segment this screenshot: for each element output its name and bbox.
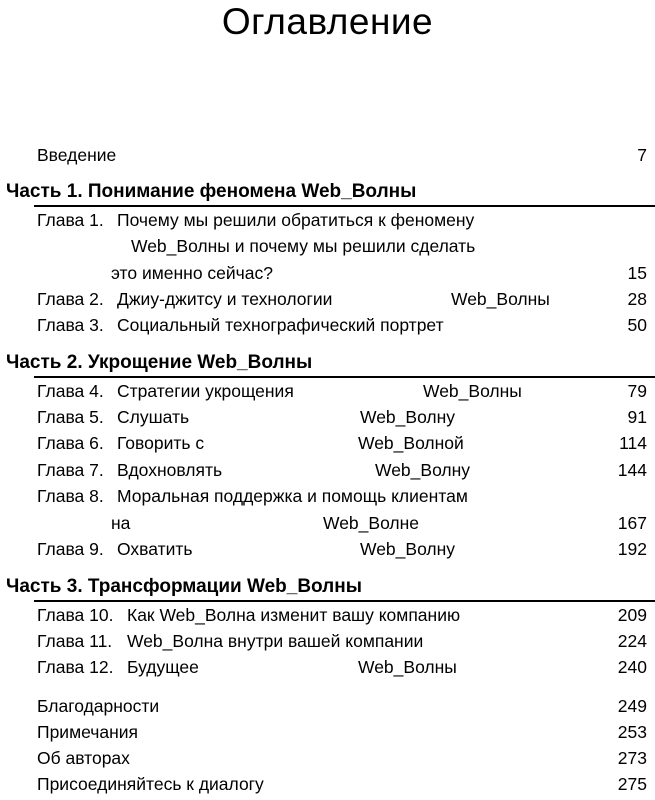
part-underline: [34, 376, 655, 378]
chapter-title: Web_Волна внутри вашей компании: [127, 631, 424, 651]
toc-entry-label: Введение: [37, 145, 117, 165]
chapter-term: Web_Волну: [360, 407, 456, 427]
chapter-label: Глава 4.: [37, 381, 104, 401]
page-title: Оглавление: [221, 1, 434, 42]
chapter-title: Вдохновлять: [117, 460, 223, 480]
chapter-term: Web_Волны: [358, 657, 457, 677]
chapter-label: Глава 10.: [37, 605, 114, 625]
toc-page-number: 192: [617, 539, 647, 559]
chapter-term: Web_Волны: [451, 289, 550, 309]
toc-page-number: 209: [617, 605, 647, 625]
chapter-label: Глава 12.: [37, 657, 114, 677]
chapter-title-line: на: [111, 513, 131, 533]
toc-page-number: 224: [617, 631, 647, 651]
chapter-label: Глава 7.: [37, 460, 104, 480]
chapter-title-line: Web_Волны и почему мы решили сделать: [131, 236, 476, 256]
chapter-title-line: Почему мы решили обратиться к феномену: [117, 210, 475, 230]
toc-page-number: 144: [617, 460, 647, 480]
chapter-term: Web_Волной: [358, 433, 464, 453]
chapter-term: Web_Волны: [423, 381, 522, 401]
toc-page-number: 275: [617, 774, 647, 794]
part-underline: [34, 205, 655, 207]
chapter-label: Глава 6.: [37, 433, 104, 453]
toc-page-number: 15: [627, 263, 647, 283]
chapter-title-line: это именно сейчас?: [111, 263, 274, 283]
toc-page-number: 7: [637, 145, 647, 165]
toc-entry-join-dialogue: Присоединяйтесь к диалогу: [37, 774, 264, 794]
toc-page-number: 253: [617, 722, 647, 742]
chapter-label: Глава 9.: [37, 539, 104, 559]
chapter-term: Web_Волну: [375, 460, 471, 480]
toc-page-number: 240: [617, 657, 647, 677]
chapter-label: Глава 3.: [37, 315, 104, 335]
chapter-label: Глава 5.: [37, 407, 104, 427]
part-heading-2: Часть 2. Укрощение Web_Волны: [6, 352, 313, 373]
part-heading-3: Часть 3. Трансформации Web_Волны: [6, 576, 362, 597]
chapter-label: Глава 1.: [37, 210, 104, 230]
chapter-title: Говорить с: [117, 433, 205, 453]
part-heading-1: Часть 1. Понимание феномена Web_Волны: [6, 181, 417, 202]
chapter-title-line: Моральная поддержка и помощь клиентам: [117, 486, 468, 506]
chapter-title: Джиу-джитсу и технологии: [117, 289, 333, 309]
chapter-title: Социальный технографический портрет: [117, 315, 444, 335]
chapter-title: Слушать: [117, 407, 190, 427]
toc-page-number: 273: [617, 748, 647, 768]
chapter-title: Охватить: [117, 539, 193, 559]
chapter-label: Глава 11.: [37, 631, 113, 651]
toc-entry-acknowledgements: Благодарности: [37, 696, 160, 716]
toc-page-number: 50: [627, 315, 647, 335]
toc-entry-notes: Примечания: [37, 722, 139, 742]
toc-page-number: 249: [617, 696, 647, 716]
toc-page-number: 91: [627, 407, 647, 427]
toc-page-number: 28: [627, 289, 647, 309]
toc-entry-about-authors: Об авторах: [37, 748, 130, 768]
chapter-term: Web_Волне: [323, 513, 420, 533]
toc-page-number: 167: [617, 513, 647, 533]
chapter-term: Web_Волну: [360, 539, 456, 559]
toc-page-number: 114: [619, 433, 647, 453]
toc-entry-introduction: [37, 145, 116, 165]
toc-page-number: 79: [627, 381, 647, 401]
chapter-label: Глава 8.: [37, 486, 104, 506]
part-underline: [34, 600, 655, 602]
chapter-title: Будущее: [127, 657, 199, 677]
chapter-label: Глава 2.: [37, 289, 104, 309]
chapter-title: Стратегии укрощения: [117, 381, 294, 401]
chapter-title: Как Web_Волна изменит вашу компанию: [127, 605, 461, 625]
